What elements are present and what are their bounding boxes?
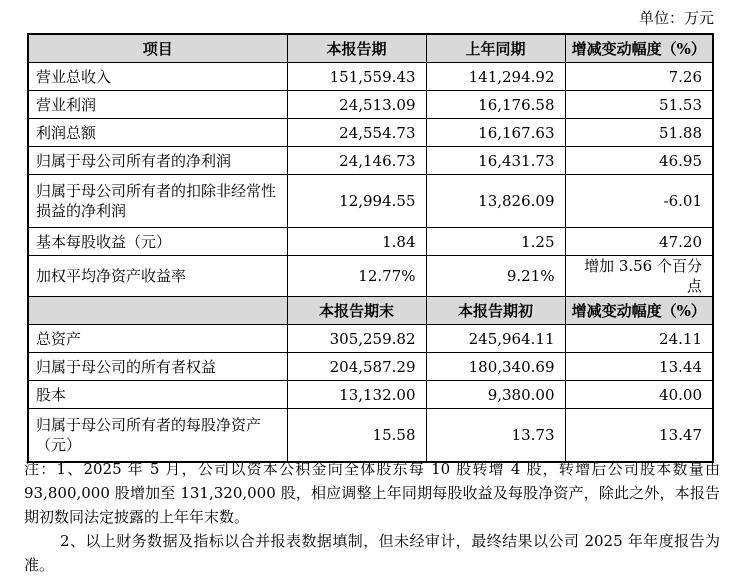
change-value: 51.53 bbox=[565, 91, 713, 119]
row-label: 归属于母公司所有者的扣除非经常性损益的净利润 bbox=[28, 175, 287, 228]
notes-section bbox=[24, 457, 720, 577]
financial-table bbox=[27, 33, 714, 463]
change-value: 7.26 bbox=[565, 63, 713, 91]
prior-value: 245,964.11 bbox=[426, 325, 565, 353]
row-label: 归属于母公司所有者的每股净资产（元） bbox=[28, 409, 287, 463]
header-cell-empty bbox=[28, 297, 287, 325]
change-value: -6.01 bbox=[565, 175, 713, 228]
current-value: 12,994.55 bbox=[287, 175, 426, 228]
current-value: 305,259.82 bbox=[287, 325, 426, 353]
table-row bbox=[28, 63, 713, 91]
table-row bbox=[28, 353, 713, 381]
header-cell: 本报告期初 bbox=[426, 297, 565, 325]
note-2: 2、以上财务数据及指标以合并报表数据填制，但未经审计，最终结果以公司 2025 年年度报告为准。 bbox=[24, 532, 720, 574]
current-value: 204,587.29 bbox=[287, 353, 426, 381]
header-cell: 增减变动幅度（%） bbox=[565, 34, 713, 63]
current-value: 24,513.09 bbox=[287, 91, 426, 119]
table-row bbox=[28, 147, 713, 175]
current-value: 13,132.00 bbox=[287, 381, 426, 409]
prior-value: 16,431.73 bbox=[426, 147, 565, 175]
row-label: 营业利润 bbox=[28, 91, 287, 119]
row-label: 归属于母公司所有者的净利润 bbox=[28, 147, 287, 175]
change-value: 51.88 bbox=[565, 119, 713, 147]
change-value: 47.20 bbox=[565, 228, 713, 256]
table-row bbox=[28, 256, 713, 297]
prior-value: 16,176.58 bbox=[426, 91, 565, 119]
table-row bbox=[28, 91, 713, 119]
row-label: 利润总额 bbox=[28, 119, 287, 147]
prior-value: 1.25 bbox=[426, 228, 565, 256]
table-row bbox=[28, 119, 713, 147]
current-value: 24,554.73 bbox=[287, 119, 426, 147]
change-value: 40.00 bbox=[565, 381, 713, 409]
unit-label: 单位：万元 bbox=[638, 9, 714, 27]
table-header-row bbox=[28, 297, 713, 325]
table-header-row bbox=[28, 34, 713, 63]
row-label: 归属于母公司的所有者权益 bbox=[28, 353, 287, 381]
change-value: 24.11 bbox=[565, 325, 713, 353]
header-cell: 上年同期 bbox=[426, 34, 565, 63]
change-value: 13.44 bbox=[565, 353, 713, 381]
table-row bbox=[28, 409, 713, 463]
prior-value: 180,340.69 bbox=[426, 353, 565, 381]
current-value: 12.77% bbox=[287, 256, 426, 297]
change-value: 46.95 bbox=[565, 147, 713, 175]
prior-value: 9.21% bbox=[426, 256, 565, 297]
header-cell: 本报告期 bbox=[287, 34, 426, 63]
table-row bbox=[28, 175, 713, 228]
current-value: 151,559.43 bbox=[287, 63, 426, 91]
prior-value: 13.73 bbox=[426, 409, 565, 463]
prior-value: 9,380.00 bbox=[426, 381, 565, 409]
prior-value: 13,826.09 bbox=[426, 175, 565, 228]
current-value: 24,146.73 bbox=[287, 147, 426, 175]
note-1: 注：1、2025 年 5 月，公司以资本公积金向全体股东每 10 股转增 4 股，转增后公司股本数量由 93,800,000 股增加至 131,320,000 股，相应调整上年同期每股收益及每股净资产，除此之外，本报告期初数同法定披露的上年年末数。 bbox=[24, 460, 720, 526]
header-cell: 本报告期末 bbox=[287, 297, 426, 325]
row-label: 加权平均净资产收益率 bbox=[28, 256, 287, 297]
table-row bbox=[28, 228, 713, 256]
header-cell: 项目 bbox=[28, 34, 287, 63]
prior-value: 16,167.63 bbox=[426, 119, 565, 147]
change-value: 13.47 bbox=[565, 409, 713, 463]
current-value: 1.84 bbox=[287, 228, 426, 256]
row-label: 总资产 bbox=[28, 325, 287, 353]
table-row bbox=[28, 381, 713, 409]
table-row bbox=[28, 325, 713, 353]
row-label: 股本 bbox=[28, 381, 287, 409]
change-value: 增加 3.56 个百分点 bbox=[565, 256, 713, 297]
row-label: 营业总收入 bbox=[28, 63, 287, 91]
current-value: 15.58 bbox=[287, 409, 426, 463]
row-label: 基本每股收益（元） bbox=[28, 228, 287, 256]
prior-value: 141,294.92 bbox=[426, 63, 565, 91]
header-cell: 增减变动幅度（%） bbox=[565, 297, 713, 325]
